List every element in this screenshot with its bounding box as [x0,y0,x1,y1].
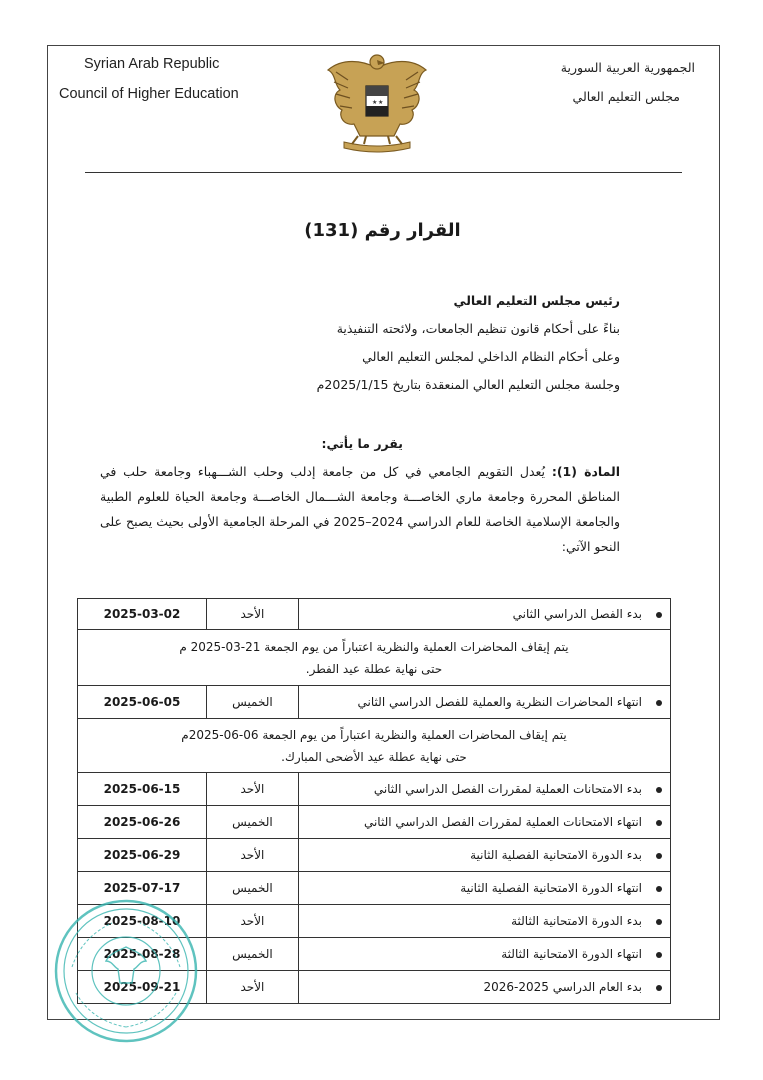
date-cell: 2025-06-26 [78,806,207,839]
date-cell: 2025-06-15 [78,773,207,806]
bullet-icon [656,919,662,925]
event-cell: بدء العام الدراسي 2025-2026 [298,971,670,1004]
table-row [78,773,671,806]
day-cell: الخميس [206,938,298,971]
event-cell: انتهاء الدورة الامتحانية الثالثة [298,938,670,971]
bullet-icon [656,700,662,706]
event-cell: انتهاء المحاضرات النظرية والعملية للفصل الدراسي الثاني [298,686,670,719]
table-row [78,599,671,630]
table-note-row [78,719,671,773]
date-cell: 2025-07-17 [78,872,207,905]
eagle-emblem-icon [322,50,432,156]
event-cell: بدء الفصل الدراسي الثاني [298,599,670,630]
article-label: المادة (1): [551,464,620,479]
bullet-icon [656,952,662,958]
official-stamp-icon [52,897,200,1045]
bullet-icon [656,787,662,793]
article-text: يُعدل التقويم الجامعي في كل من جامعة إدلب وحلب الشـــهباء وجامعة حلب في المناطق المحررة وجامعة ماري الخاصـــة وجامعة الشـــمال الخاصـــة وجامعة الحياة للعلوم الطبية والجامعة الإسلامية الخاصة للعام الدراسي 2024–2025 في المرحلة الجامعية الأولى بحيث يصبح على النحو الآتي: [100,464,620,554]
day-cell: الأحد [206,773,298,806]
header-divider [85,172,682,173]
header-country-ar: الجمهورية العربية السورية [560,60,695,75]
bullet-icon [656,853,662,859]
event-cell: بدء الامتحانات العملية لمقررات الفصل الدراسي الثاني [298,773,670,806]
date-cell: 2025-08-28 [78,938,207,971]
preamble-line-3: وجلسة مجلس التعليم العالي المنعقدة بتاريخ 2025/1/15م [316,377,620,392]
table-row [78,839,671,872]
header-country-en: Syrian Arab Republic [84,56,220,72]
note-cell: يتم إيقاف المحاضرات العملية والنظرية اعتباراً من يوم الجمعة 06-06-2025م حتى نهاية عطلة عيد الأضحى المبارك. [78,719,671,773]
date-cell: 2025-06-29 [78,839,207,872]
bullet-icon [656,886,662,892]
article-1 [100,459,620,559]
day-cell: الخميس [206,872,298,905]
day-cell: الخميس [206,806,298,839]
decides-heading: يقرر ما يأتي: [321,436,403,451]
note-cell: يتم إيقاف المحاضرات العملية والنظرية اعتباراً من يوم الجمعة 21-03-2025 م حتى نهاية عطلة عيد الفطر. [78,630,671,686]
bullet-icon [656,985,662,991]
header-council-ar: مجلس التعليم العالي [572,89,680,104]
day-cell: الأحد [206,905,298,938]
date-cell: 2025-06-05 [78,686,207,719]
day-cell: الأحد [206,971,298,1004]
bullet-icon [656,612,662,618]
event-cell: بدء الدورة الامتحانية الفصلية الثانية [298,839,670,872]
day-cell: الأحد [206,599,298,630]
table-note-row [78,630,671,686]
day-cell: الخميس [206,686,298,719]
date-cell: 2025-09-21 [78,971,207,1004]
event-cell: انتهاء الامتحانات العملية لمقررات الفصل الدراسي الثاني [298,806,670,839]
date-cell: 2025-03-02 [78,599,207,630]
date-cell: 2025-08-10 [78,905,207,938]
event-cell: بدء الدورة الامتحانية الثالثة [298,905,670,938]
svg-text:★: ★ [378,99,384,106]
svg-text:★: ★ [372,99,378,106]
table-row [78,806,671,839]
preamble-line-1: بناءً على أحكام قانون تنظيم الجامعات، ولائحته التنفيذية [336,321,620,336]
event-cell: انتهاء الدورة الامتحانية الفصلية الثانية [298,872,670,905]
preamble-heading: رئيس مجلس التعليم العالي [453,293,620,308]
day-cell: الأحد [206,839,298,872]
table-row [78,686,671,719]
header-council-en: Council of Higher Education [59,86,239,102]
decree-title: القرار رقم (131) [304,220,461,241]
preamble-line-2: وعلى أحكام النظام الداخلي لمجلس التعليم العالي [362,349,620,364]
bullet-icon [656,820,662,826]
